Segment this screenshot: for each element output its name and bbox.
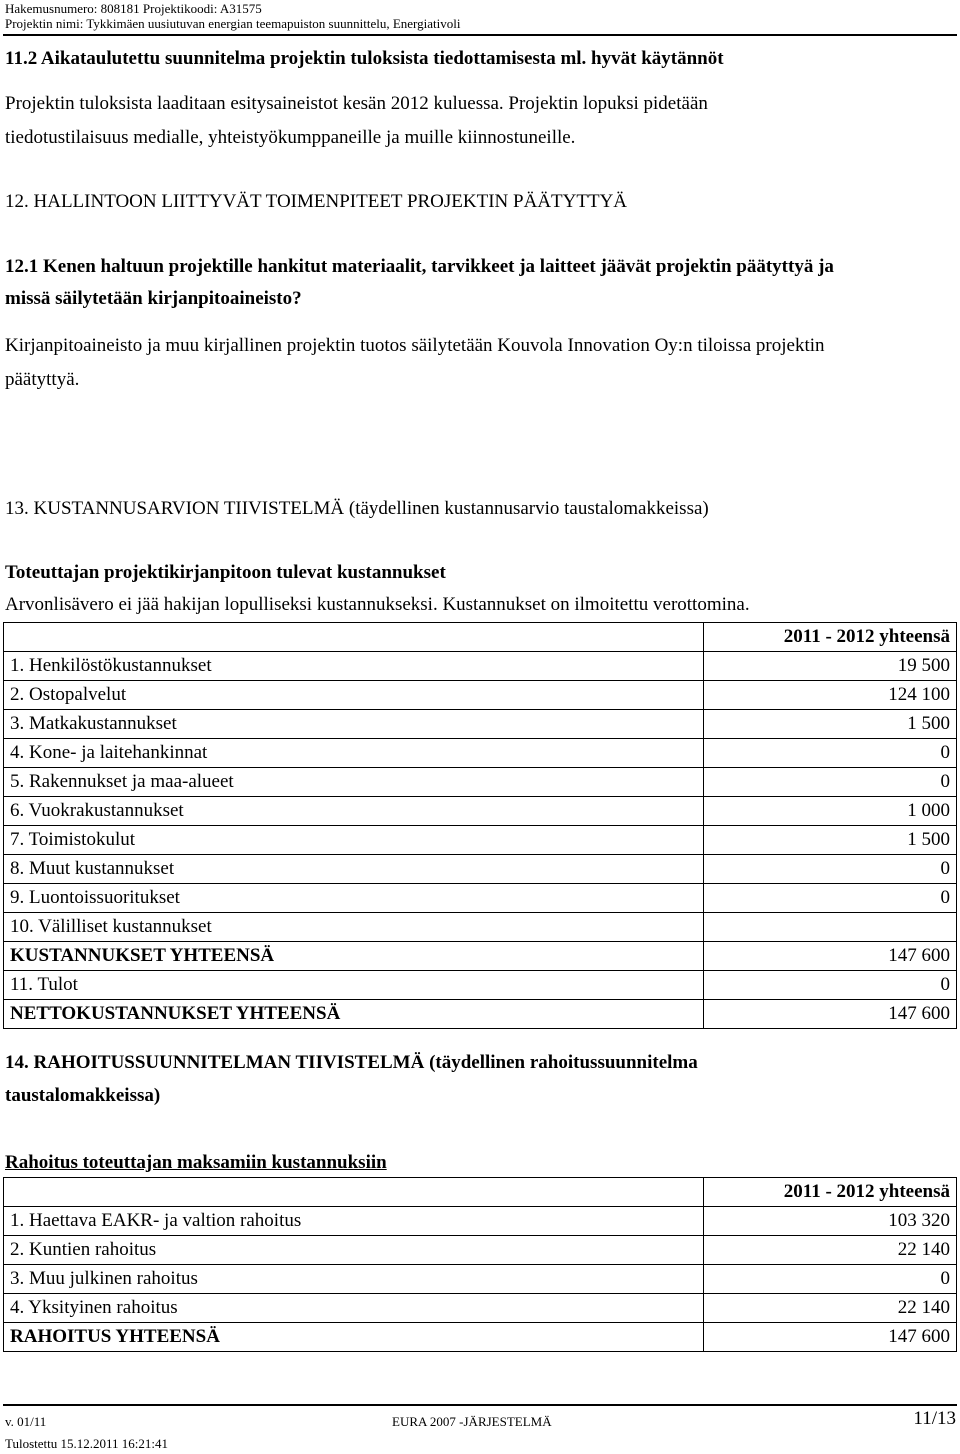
header-divider xyxy=(3,34,957,36)
cost-row-label: 8. Muut kustannukset xyxy=(4,855,704,884)
funding-row-label: 1. Haettava EAKR- ja valtion rahoitus xyxy=(4,1207,704,1236)
funding-row xyxy=(4,1265,957,1294)
cost-row-label: 11. Tulot xyxy=(4,971,704,1000)
cost-row xyxy=(4,710,957,739)
cost-row xyxy=(4,652,957,681)
funding-row xyxy=(4,1207,957,1236)
section-12-1-question-line2: missä säilytetään kirjanpitoaineisto? xyxy=(5,288,302,309)
cost-row-label: 3. Matkakustannukset xyxy=(4,710,704,739)
section-11-2-text-line1: Projektin tuloksista laaditaan esitysaineistot kesän 2012 kuluessa. Projektin lopuksi pidetään xyxy=(5,93,708,114)
vat-note: Arvonlisävero ei jää hakijan lopulliseksi kustannukseksi. Kustannukset on ilmoitettu verottomina. xyxy=(5,594,750,615)
cost-row xyxy=(4,826,957,855)
funding-row-value: 0 xyxy=(704,1265,957,1294)
funding-row-label: 4. Yksityinen rahoitus xyxy=(4,1294,704,1323)
funding-row-label: 2. Kuntien rahoitus xyxy=(4,1236,704,1265)
cost-row-label: 2. Ostopalvelut xyxy=(4,681,704,710)
funding-row-value: 22 140 xyxy=(704,1294,957,1323)
cost-header-blank xyxy=(4,623,704,652)
cost-row-value: 0 xyxy=(704,855,957,884)
funding-row-value: 147 600 xyxy=(704,1323,957,1352)
footer-print-timestamp: Tulostettu 15.12.2011 16:21:41 xyxy=(5,1436,169,1451)
section-11-2-heading: 11.2 Aikataulutettu suunnitelma projektin tuloksista tiedottamisesta ml. hyvät käytännöt xyxy=(5,48,724,69)
cost-column-header: 2011 - 2012 yhteensä xyxy=(704,623,957,652)
cost-row xyxy=(4,681,957,710)
cost-row-label: 7. Toimistokulut xyxy=(4,826,704,855)
cost-row xyxy=(4,1000,957,1029)
cost-header-row xyxy=(4,623,957,652)
section-11-2-text-line2: tiedotustilaisuus medialle, yhteistyökumppaneille ja muille kiinnostuneille. xyxy=(5,127,576,148)
funding-header-blank xyxy=(4,1178,704,1207)
cost-row-value: 1 500 xyxy=(704,826,957,855)
footer-system-name: EURA 2007 -JÄRJESTELMÄ xyxy=(392,1414,552,1429)
cost-row-value: 147 600 xyxy=(704,1000,957,1029)
cost-row-label: NETTOKUSTANNUKSET YHTEENSÄ xyxy=(4,1000,704,1029)
section-14-heading-line1: 14. RAHOITUSSUUNNITELMAN TIIVISTELMÄ (täydellinen rahoitussuunnitelma xyxy=(5,1052,698,1073)
cost-row-value: 1 000 xyxy=(704,797,957,826)
cost-summary-table xyxy=(3,622,957,1029)
cost-row-label: KUSTANNUKSET YHTEENSÄ xyxy=(4,942,704,971)
section-13-heading: 13. KUSTANNUSARVION TIIVISTELMÄ (täydellinen kustannusarvio taustalomakkeissa) xyxy=(5,498,709,519)
cost-row-value: 0 xyxy=(704,971,957,1000)
cost-row-value: 147 600 xyxy=(704,942,957,971)
cost-row-label: 1. Henkilöstökustannukset xyxy=(4,652,704,681)
footer-divider xyxy=(3,1404,957,1406)
funding-row-value: 22 140 xyxy=(704,1236,957,1265)
funding-row-label: RAHOITUS YHTEENSÄ xyxy=(4,1323,704,1352)
header-application-code: Hakemusnumero: 808181 Projektikoodi: A31575 xyxy=(5,1,262,16)
funding-row xyxy=(4,1323,957,1352)
cost-row xyxy=(4,884,957,913)
section-12-1-answer-line2: päätyttyä. xyxy=(5,369,80,390)
section-14-heading-line2: taustalomakkeissa) xyxy=(5,1085,161,1106)
cost-row xyxy=(4,855,957,884)
funding-row xyxy=(4,1236,957,1265)
cost-row xyxy=(4,797,957,826)
cost-row-label: 5. Rakennukset ja maa-alueet xyxy=(4,768,704,797)
funding-column-header: 2011 - 2012 yhteensä xyxy=(704,1178,957,1207)
cost-row-value: 1 500 xyxy=(704,710,957,739)
funding-header-row xyxy=(4,1178,957,1207)
section-12-heading: 12. HALLINTOON LIITTYVÄT TOIMENPITEET PROJEKTIN PÄÄTYTTYÄ xyxy=(5,191,628,212)
funding-row xyxy=(4,1294,957,1323)
cost-row-value: 0 xyxy=(704,768,957,797)
cost-row-value xyxy=(704,913,957,942)
cost-row xyxy=(4,971,957,1000)
funding-summary-table xyxy=(3,1177,957,1352)
section-12-1-answer-line1: Kirjanpitoaineisto ja muu kirjallinen projektin tuotos säilytetään Kouvola Innovation Oy:n tiloissa projektin xyxy=(5,335,825,356)
footer-version: v. 01/11 xyxy=(5,1414,47,1429)
cost-row-label: 4. Kone- ja laitehankinnat xyxy=(4,739,704,768)
cost-row xyxy=(4,739,957,768)
cost-row-value: 124 100 xyxy=(704,681,957,710)
cost-row-label: 6. Vuokrakustannukset xyxy=(4,797,704,826)
cost-row xyxy=(4,942,957,971)
cost-row-label: 9. Luontoissuoritukset xyxy=(4,884,704,913)
header-project-name: Projektin nimi: Tykkimäen uusiutuvan energian teemapuiston suunnittelu, Energiativoli xyxy=(5,16,461,31)
funding-row-label: 3. Muu julkinen rahoitus xyxy=(4,1265,704,1294)
footer-page-number: 11/13 xyxy=(913,1408,956,1429)
cost-row-label: 10. Välilliset kustannukset xyxy=(4,913,704,942)
cost-row-value: 0 xyxy=(704,739,957,768)
cost-row-value: 0 xyxy=(704,884,957,913)
funding-row-value: 103 320 xyxy=(704,1207,957,1236)
cost-row xyxy=(4,768,957,797)
section-12-1-question-line1: 12.1 Kenen haltuun projektille hankitut materiaalit, tarvikkeet ja laitteet jäävät projektin päätyttyä ja xyxy=(5,256,834,277)
cost-row-value: 19 500 xyxy=(704,652,957,681)
funding-table-title: Rahoitus toteuttajan maksamiin kustannuksiin xyxy=(5,1152,387,1173)
cost-row xyxy=(4,913,957,942)
cost-table-title: Toteuttajan projektikirjanpitoon tulevat kustannukset xyxy=(5,562,446,583)
